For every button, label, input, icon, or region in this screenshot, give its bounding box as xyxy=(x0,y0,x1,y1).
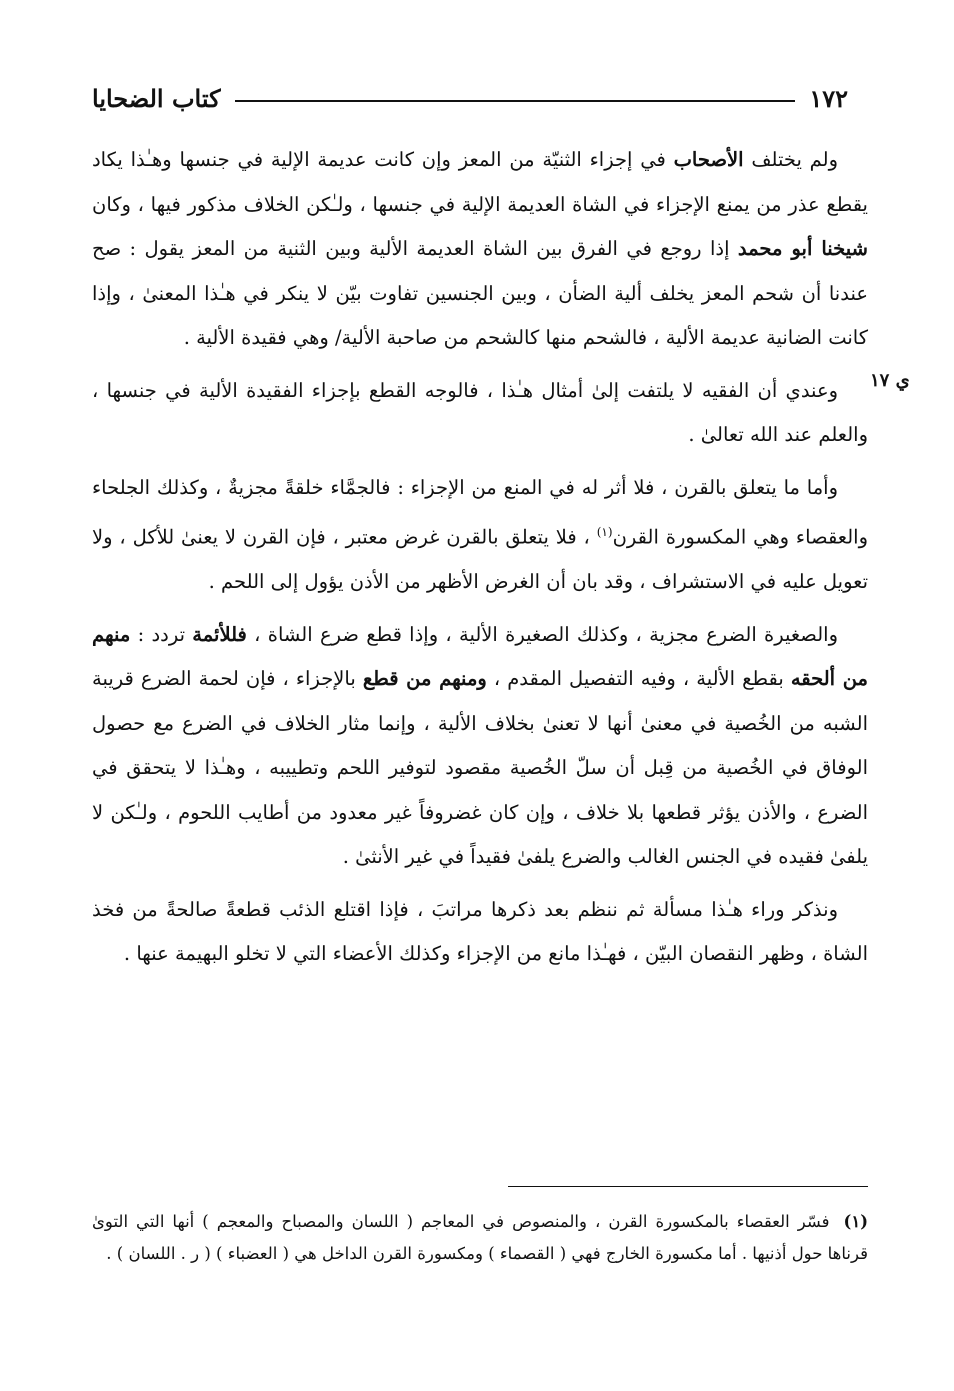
text-segment: وعندي أن الفقيه لا يلتفت إلىٰ أمثال هـٰذا ، فالوجه القطع بإجزاء الفقيدة الألية في جنسها ، والعلم عند الله تعالىٰ . xyxy=(92,378,868,446)
bold-text: الأصحاب xyxy=(673,148,744,171)
bold-text: فللأئمة xyxy=(192,622,247,646)
paragraph xyxy=(92,138,868,361)
paragraph xyxy=(92,613,868,880)
bold-text: ومنهم من قطع xyxy=(362,667,487,690)
paragraph xyxy=(92,888,868,977)
footnote xyxy=(92,1206,868,1270)
footnote-text: فسّر العقصاء بالمكسورة القرن ، والمنصوص في المعاجم ( اللسان والمصباح والمعجم ) أنها التي التوىٰ قرناها حول أذنيها . أما مكسورة الخارج فهي ( القصماء ) ومكسورة القرن الداخل هي ( العضباء ) ( ر . اللسان ) . xyxy=(92,1212,868,1263)
text-segment: ولم يختلف xyxy=(743,148,838,171)
text-segment: ونذكر وراء هـٰذا مسألة ثم ننظم بعد ذكرها مراتبَ ، فإذا اقتلع الذئب قطعةً صالحةً من فخذ الشاة ، وظهر النقصان البيّن ، فهـٰذا مانع من الإجزاء وكذلك الأعضاء التي لا تخلو البهيمة عنها . xyxy=(92,897,868,965)
text-segment: والصغيرة الضرع مجزية ، وكذلك الصغيرة الألية ، وإذا قطع ضرع الشاة ، xyxy=(246,622,838,646)
text-segment: في إجزاء الثنيّة من المعز وإن كانت عديمة الإلية في جنسها وهـٰذا يكاد يقطع عذر من يمنع الإجزاء في الشاة العديمة الإلية في جنسها ، ولـٰكن الخلاف مذكور فيها ، وكان xyxy=(92,148,868,216)
footnote-number: (١) xyxy=(843,1212,868,1231)
page-number: ١٧٢ xyxy=(809,83,848,113)
footnote-ref: (١) xyxy=(596,525,613,539)
text-segment: إذا روجع في الفرق بين الشاة العديمة الألية وبين الثنية من المعز يقول : صح عندنا أن شحم المعز يخلف ألية الضأن ، وبين الجنسين تفاوت بيّن لا ينكر في هـٰذا المعنىٰ ، وإذا كانت الضانية عديمة الألية ، فالشحم منها كالشحم من صاحبة الألية/ وهي فقيدة الألية . xyxy=(92,237,868,349)
text-segment: بالإجزاء ، فإن لحمة الضرع قريبة الشبه من الخُصية في معنىٰ أنها لا تعنىٰ بخلاف الألية ، وإنما مثار الخلاف في الضرع مع حصول الوفاق في الخُصية من قِبل أن سلّ الخُصية مقصود لتوفير اللحم وتطييبه ، وهـٰذا لا يتحقق في الضرع ، والأذن يؤثر قطعها بلا خلاف ، وإن كان غضروفاً غير معدود من أطايب اللحوم ، ولـٰكن لا يلفىٰ فقيده في الجنس الغالب والضرع يلفىٰ فقيداً في غير الأنثىٰ . xyxy=(92,667,868,868)
bold-text: شيخنا أبو محمد xyxy=(737,237,868,260)
bold-text: منهم من ألحقه xyxy=(92,622,869,690)
text-segment: ، فلا يتعلق بالقرن غرض معتبر ، فإن القرن لا يعنىٰ للأكل ، ولا تعويل عليه في الاستشراف ، وقد بان أن الغرض الأظهر من الأذن يؤول إلى اللحم . xyxy=(92,525,868,593)
paragraph xyxy=(92,369,868,458)
text-segment: بقطع الألية ، وفيه التفصيل المقدم ، xyxy=(486,667,791,690)
footnote-divider xyxy=(508,1186,868,1187)
header-rule xyxy=(235,100,796,102)
page-header xyxy=(92,78,848,118)
book-title: كتاب الضحايا xyxy=(92,83,221,113)
margin-manuscript-ref: ي ١٧ xyxy=(870,370,910,391)
main-text xyxy=(92,138,868,985)
paragraph xyxy=(92,466,868,605)
text-segment: وأما ما يتعلق بالقرن ، فلا أثر له في المنع من الإجزاء : فالجمَّاء خلقةً مجزيةٌ ، وكذلك الجلحاء والعقصاء وهي المكسورة القرن xyxy=(92,475,868,549)
text-segment: تردد : xyxy=(130,622,193,646)
